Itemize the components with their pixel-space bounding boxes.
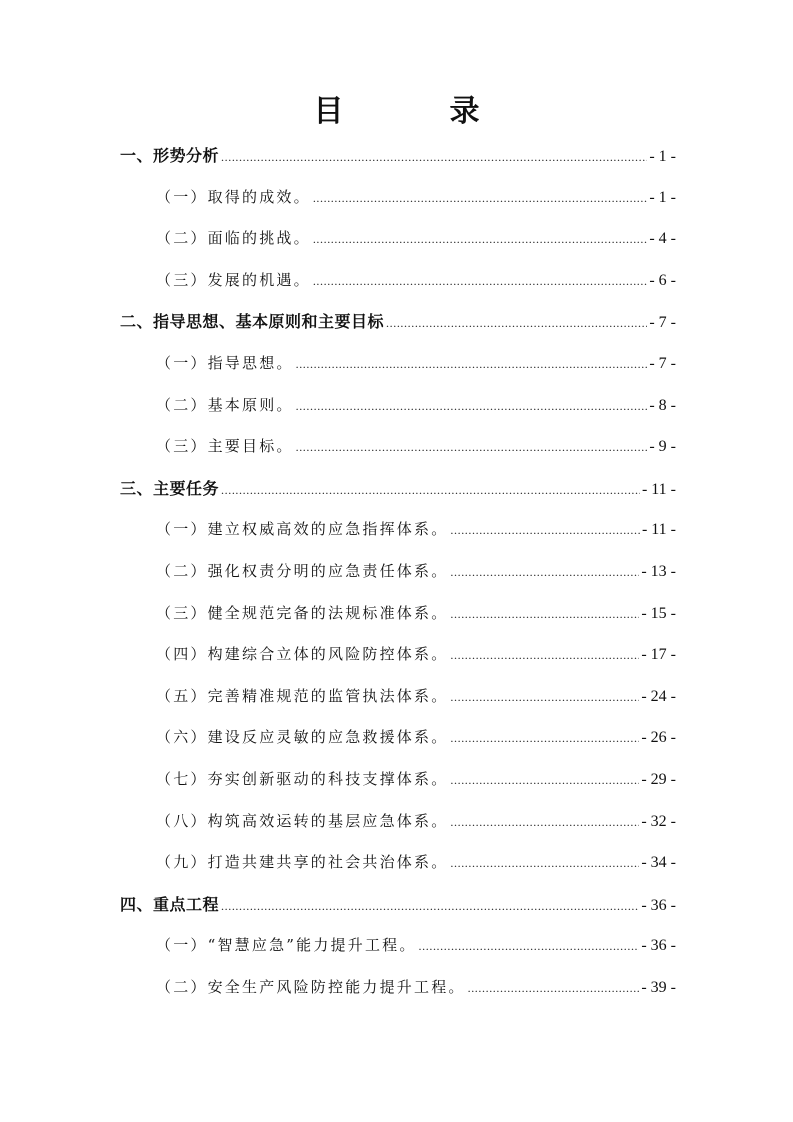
toc-page-number: - 17 -	[641, 646, 676, 664]
toc-subsection-entry[interactable]	[120, 717, 676, 759]
toc-page-number: - 29 -	[641, 770, 676, 788]
toc-page-number: - 7 -	[649, 314, 676, 332]
toc-page-number: - 7 -	[649, 354, 676, 372]
toc-page-number: - 36 -	[641, 937, 676, 955]
toc-page-number: - 26 -	[641, 729, 676, 747]
toc-subsection-entry[interactable]	[120, 218, 676, 260]
toc-entry-label: （三）主要目标。	[156, 437, 294, 456]
toc-page-number: - 1 -	[649, 148, 676, 165]
toc-dot-leader	[468, 968, 640, 1009]
toc-page-number: - 6 -	[649, 271, 676, 289]
toc-entry-label: （三）健全规范完备的法规标准体系。	[156, 603, 449, 622]
toc-entry-label: （四）构建综合立体的风险防控体系。	[156, 645, 449, 664]
toc-subsection-entry[interactable]	[120, 177, 676, 219]
toc-entry-label: （一）“智慧应急”能力提升工程。	[156, 936, 417, 955]
toc-page-number: - 34 -	[641, 854, 676, 872]
toc-subsection-entry[interactable]	[120, 925, 676, 967]
toc-subsection-entry[interactable]	[120, 385, 676, 427]
toc-page-number: - 1 -	[649, 188, 676, 206]
toc-entry-label: （一）指导思想。	[156, 353, 294, 372]
toc-title: 目 录	[313, 94, 518, 129]
toc-entry-label: （五）完善精准规范的监管执法体系。	[156, 686, 449, 705]
toc-page-number: - 11 -	[641, 480, 676, 498]
toc-section-entry[interactable]	[120, 468, 676, 510]
toc-subsection-entry[interactable]	[120, 260, 676, 302]
toc-dot-leader	[450, 802, 639, 843]
toc-dot-leader	[296, 386, 648, 427]
toc-subsection-entry[interactable]	[120, 426, 676, 468]
toc-dot-leader	[450, 594, 639, 635]
toc-dot-leader	[386, 303, 647, 343]
toc-dot-leader	[296, 427, 648, 468]
toc-entry-label: （三）发展的机遇。	[156, 270, 311, 289]
toc-dot-leader	[296, 344, 648, 385]
toc-dot-leader	[313, 261, 648, 302]
toc-entry-label: （九）打造共建共享的社会共治体系。	[156, 853, 449, 872]
toc-page-number: - 24 -	[641, 687, 676, 705]
toc-page-number: - 39 -	[641, 978, 676, 996]
toc-subsection-entry[interactable]	[120, 551, 676, 593]
toc-subsection-entry[interactable]	[120, 634, 676, 676]
toc-subsection-entry[interactable]	[120, 801, 676, 843]
toc-page-number: - 32 -	[641, 812, 676, 830]
toc-page-number: - 13 -	[641, 562, 676, 580]
toc-entry-label: 三、主要任务	[120, 478, 220, 498]
table-of-contents	[120, 135, 676, 1008]
toc-page-number: - 36 -	[641, 896, 676, 914]
toc-dot-leader	[221, 886, 639, 926]
toc-entry-label: （六）建设反应灵敏的应急救援体系。	[156, 728, 449, 747]
toc-entry-label: （二）安全生产风险防控能力提升工程。	[156, 977, 466, 996]
toc-dot-leader	[450, 552, 639, 593]
toc-dot-leader	[450, 635, 639, 676]
toc-entry-label: （七）夯实创新驱动的科技支撑体系。	[156, 769, 449, 788]
toc-dot-leader	[221, 137, 647, 177]
toc-entry-label: （二）基本原则。	[156, 395, 294, 414]
toc-page-number: - 15 -	[641, 604, 676, 622]
toc-page-number: - 8 -	[649, 396, 676, 414]
toc-dot-leader	[450, 843, 639, 884]
toc-dot-leader	[313, 178, 648, 219]
toc-subsection-entry[interactable]	[120, 593, 676, 635]
toc-subsection-entry[interactable]	[120, 343, 676, 385]
toc-page-number: - 4 -	[649, 230, 676, 248]
toc-subsection-entry[interactable]	[120, 509, 676, 551]
toc-section-entry[interactable]	[120, 301, 676, 343]
toc-entry-label: 一、形势分析	[120, 146, 220, 165]
toc-dot-leader	[313, 219, 648, 260]
toc-subsection-entry[interactable]	[120, 967, 676, 1009]
toc-entry-label: 四、重点工程	[120, 894, 220, 914]
toc-dot-leader	[419, 926, 640, 967]
toc-dot-leader	[221, 470, 640, 510]
toc-entry-label: （一）建立权威高效的应急指挥体系。	[156, 520, 449, 539]
toc-entry-label: （八）构筑高效运转的基层应急体系。	[156, 811, 449, 830]
toc-subsection-entry[interactable]	[120, 759, 676, 801]
toc-dot-leader	[450, 718, 639, 759]
toc-subsection-entry[interactable]	[120, 676, 676, 718]
toc-entry-label: （一）取得的成效。	[156, 187, 311, 206]
toc-dot-leader	[450, 760, 639, 801]
toc-dot-leader	[450, 677, 639, 718]
toc-dot-leader	[450, 510, 640, 551]
toc-page-number: - 9 -	[649, 438, 676, 456]
toc-entry-label: （二）面临的挑战。	[156, 229, 311, 248]
toc-entry-label: （二）强化权责分明的应急责任体系。	[156, 561, 449, 580]
toc-page-number: - 11 -	[641, 521, 676, 539]
toc-section-entry[interactable]	[120, 135, 676, 177]
toc-subsection-entry[interactable]	[120, 842, 676, 884]
toc-section-entry[interactable]	[120, 884, 676, 926]
toc-entry-label: 二、指导思想、基本原则和主要目标	[120, 312, 385, 332]
